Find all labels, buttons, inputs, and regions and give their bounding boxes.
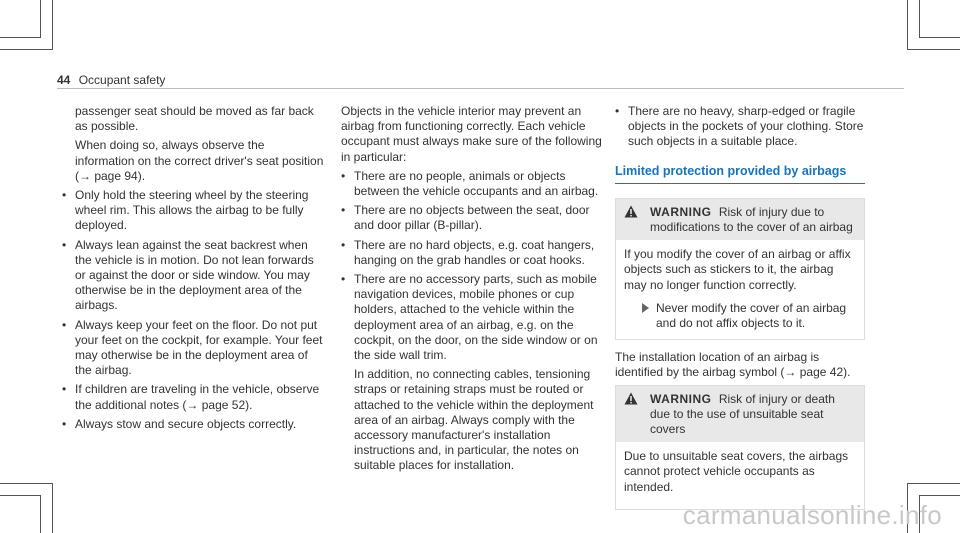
crop-mark (0, 37, 40, 38)
crop-mark (0, 483, 53, 484)
list-item: • Always keep your feet on the floor. Do not put your feet on the cockpit, for example. Your feet may otherwise be in the deployment area of the airbag. (62, 318, 324, 379)
crop-mark (907, 0, 908, 50)
crop-mark (0, 49, 53, 50)
list-item: • There are no hard objects, e.g. coat hangers, hanging on the grab handles or coat hooks. (341, 238, 603, 268)
warning-keyword: WARNING (650, 204, 712, 219)
action-text: Never modify the cover of an airbag and do not affix objects to it. (656, 300, 847, 331)
warning-box (615, 385, 865, 510)
warning-triangle-icon (624, 392, 638, 405)
section-divider (615, 183, 865, 184)
crop-mark (919, 495, 960, 496)
crop-mark (0, 495, 40, 496)
intro-text: Objects in the vehicle interior may prevent an airbag from functioning correctly. Each vehicle occupant must always make sure of the following in particular: (341, 104, 602, 164)
header-divider (57, 88, 904, 89)
list-item: • There are no people, animals or objects between the vehicle occupants and an airbag. (341, 169, 603, 199)
warning-body (616, 240, 864, 339)
list-item: • There are no objects between the seat, door and door pillar (B-pillar). (341, 203, 603, 233)
bullet-list (615, 104, 865, 150)
crop-mark (919, 0, 920, 38)
list-item: • Always lean against the seat backrest when the vehicle is in motion. Do not lean forwards or against the door or side window. You may otherwise be in the deployment area of the airbags. (62, 238, 324, 314)
warning-body (616, 442, 864, 509)
note-text: When doing so, always observe the information on the correct driver's seat position (→ page 94). (75, 138, 324, 183)
warning-title: Risk of injury or death due to the use of unsuitable seat covers (650, 391, 835, 437)
intro-text: passenger seat should be moved as far back as possible. (75, 104, 314, 134)
crop-mark (40, 0, 41, 38)
warning-title: Risk of injury due to modifications to the cover of an airbag (650, 204, 853, 235)
section-name: Occupant safety (78, 73, 166, 87)
list-item: • Always stow and secure objects correctly. (62, 417, 324, 432)
bullet-list (341, 169, 603, 363)
watermark: carmanualsonline.info (682, 500, 942, 530)
warning-action (624, 301, 856, 331)
list-item: • Only hold the steering wheel by the steering wheel rim. This allows the airbag to be fully deployed. (62, 188, 324, 234)
body-text: The installation location of an airbag is identified by the airbag symbol (→ page 42). (615, 350, 851, 380)
crop-mark (907, 49, 960, 50)
list-item: • There are no accessory parts, such as mobile navigation devices, mobile phones or cup holders, attached to the vehicle within the deployment area of an airbag, e.g. on the cockpit, on the door, on the side window or on the side wall trim. (341, 272, 603, 363)
crop-mark (52, 0, 53, 50)
column-2 (341, 104, 603, 478)
crop-mark (40, 495, 41, 533)
crop-mark (52, 483, 53, 533)
list-item: • If children are traveling in the vehicle, observe the additional notes (→ page 52). (62, 382, 324, 412)
action-arrow-icon (642, 303, 649, 313)
page-header (57, 73, 165, 87)
warning-box (615, 198, 865, 340)
list-item: • There are no heavy, sharp-edged or fragile objects in the pockets of your clothing. Store such objects in a suitable place. (615, 104, 865, 150)
crop-mark (919, 37, 960, 38)
warning-text: Due to unsuitable seat covers, the airbags cannot protect vehicle occupants as intended. (624, 449, 849, 494)
page-number: 44 (57, 73, 71, 87)
addition-text: In addition, no connecting cables, tensioning straps or retaining straps must be routed or attached to the vehicle within the deployment area of an airbag. Always comply with the accessory manufacturer's installation instructions and, in particular, the notes on suitable places for installation. (354, 367, 594, 473)
warning-text: If you modify the cover of an airbag or affix objects such as stickers to it, the airbag may no longer function correctly. (624, 247, 851, 292)
warning-triangle-icon (624, 205, 638, 218)
crop-mark (907, 483, 960, 484)
warning-keyword: WARNING (650, 391, 712, 406)
bullet-list (62, 188, 324, 432)
warning-header (616, 199, 864, 240)
column-3 (615, 104, 865, 520)
section-title: Limited protection provided by airbags (615, 163, 847, 178)
column-1 (62, 104, 324, 436)
warning-header (616, 386, 864, 443)
